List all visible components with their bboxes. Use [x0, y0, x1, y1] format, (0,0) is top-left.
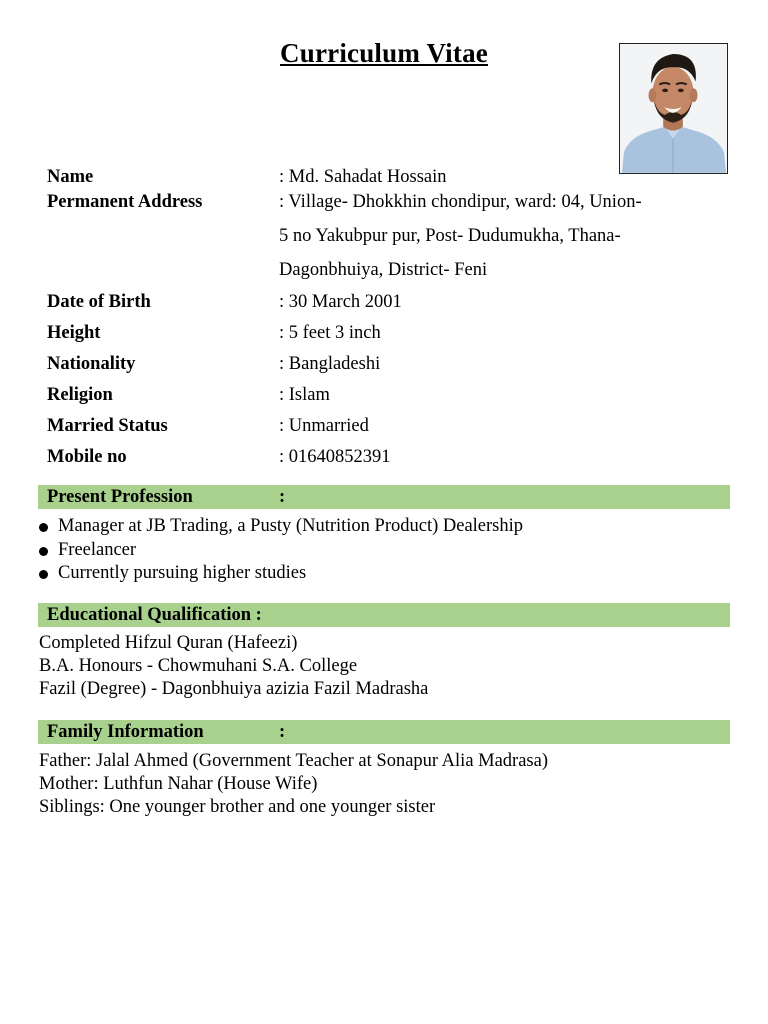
info-label: Permanent Address: [47, 192, 203, 212]
info-value: : Unmarried: [279, 416, 369, 436]
section-heading: Family Information: [47, 722, 204, 742]
list-item: Father: Jalal Ahmed (Government Teacher at Sonapur Alia Madrasa): [39, 751, 549, 771]
family-list: [39, 750, 548, 819]
info-label: Height: [47, 323, 101, 343]
address-continuation: Dagonbhuiya, District- Feni: [279, 260, 488, 280]
list-item: Siblings: One younger brother and one younger sister: [39, 797, 436, 817]
info-value: : Md. Sahadat Hossain: [279, 167, 447, 187]
section-colon: :: [279, 487, 286, 507]
info-value: : 5 feet 3 inch: [279, 323, 381, 343]
info-value: : Bangladeshi: [279, 354, 381, 374]
portrait-photo: [619, 43, 728, 174]
list-item: Completed Hifzul Quran (Hafeezi): [39, 633, 298, 653]
page-title: Curriculum Vitae: [280, 38, 488, 68]
bullet-icon: [39, 523, 48, 532]
list-item: [38, 562, 523, 586]
list-item: Mother: Luthfun Nahar (House Wife): [39, 774, 318, 794]
list-item: B.A. Honours - Chowmuhani S.A. College: [39, 656, 358, 676]
info-label: Name: [47, 167, 94, 187]
education-list: [39, 632, 428, 701]
list-item: [38, 515, 523, 539]
bullet-icon: [39, 570, 48, 579]
info-value: : 30 March 2001: [279, 292, 402, 312]
info-value: : 01640852391: [279, 447, 391, 467]
info-value: : Islam: [279, 385, 330, 405]
section-colon: :: [279, 722, 286, 742]
section-header-education: [38, 603, 730, 627]
profession-list: [38, 515, 523, 586]
list-item-text: Freelancer: [58, 539, 137, 560]
info-value: : Village- Dhokkhin chondipur, ward: 04, Union-: [279, 192, 642, 212]
list-item-text: Currently pursuing higher studies: [58, 563, 307, 583]
address-continuation: 5 no Yakubpur pur, Post- Dudumukha, Thana-: [279, 226, 621, 246]
info-label: Religion: [47, 385, 113, 405]
bullet-icon: [39, 547, 48, 556]
info-label: Date of Birth: [47, 292, 151, 312]
section-header-family: [38, 720, 730, 744]
section-heading: Present Profession: [47, 487, 193, 507]
list-item: Fazil (Degree) - Dagonbhuiya azizia Fazil Madrasha: [39, 679, 429, 699]
list-item-text: Manager at JB Trading, a Pusty (Nutrition Product) Dealership: [58, 516, 524, 536]
list-item: [38, 539, 523, 563]
section-heading: Educational Qualification :: [47, 605, 262, 625]
info-label: Mobile no: [47, 447, 127, 467]
section-header-profession: [38, 485, 730, 509]
info-label: Nationality: [47, 354, 136, 374]
info-label: Married Status: [47, 416, 168, 436]
